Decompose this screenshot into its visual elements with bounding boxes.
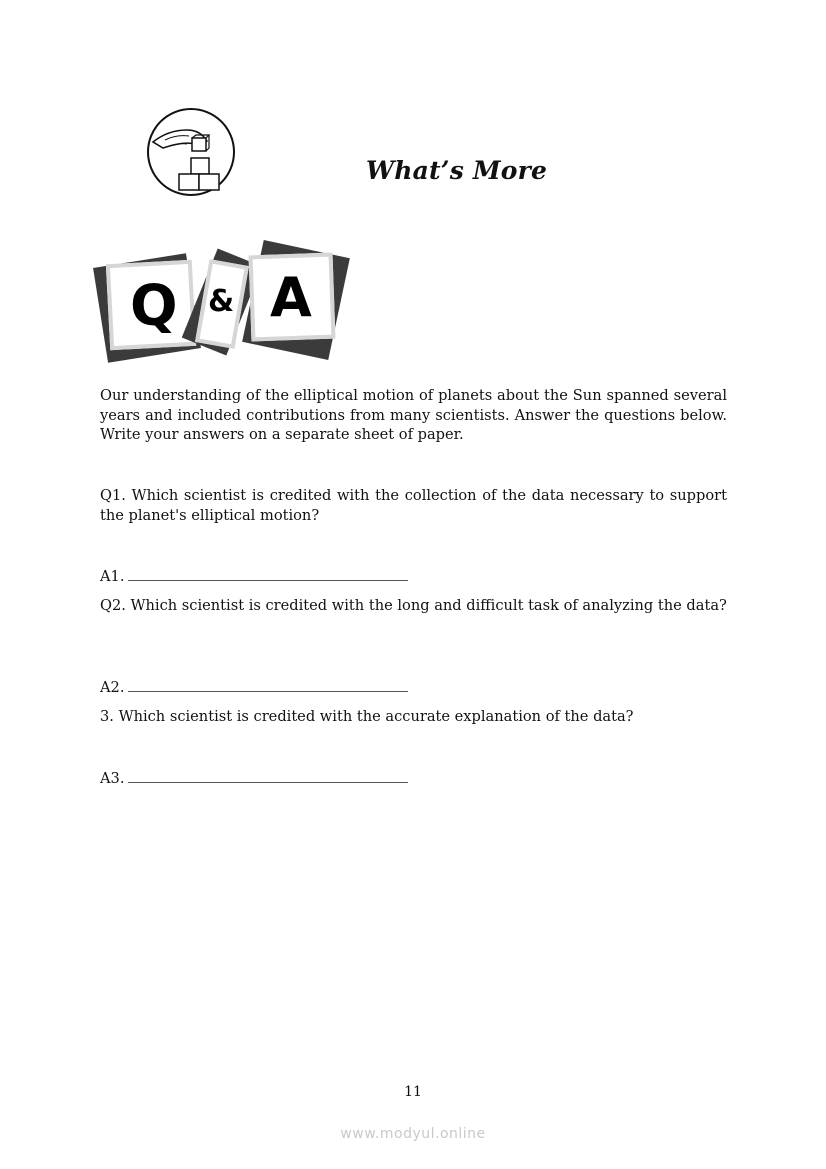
- answer-2-label: A2.: [100, 679, 125, 696]
- answer-1-blank: [128, 566, 408, 581]
- hand-blocks-icon: [145, 108, 237, 196]
- question-3: 3. Which scientist is credited with the accurate explanation of the data?: [100, 708, 634, 725]
- section-title: What’s More: [366, 156, 548, 185]
- qa-graphic: [98, 240, 348, 365]
- page-number: 11: [404, 1084, 422, 1100]
- q-letter: Q: [130, 274, 178, 339]
- answer-3-line: [100, 768, 408, 788]
- a-letter: A: [270, 266, 312, 329]
- question-2: Q2. Which scientist is credited with the long and difficult task of analyzing the data?: [100, 597, 727, 614]
- answer-2-line: [100, 677, 408, 697]
- answer-3-blank: [128, 768, 408, 783]
- answer-1-line: [100, 566, 408, 586]
- watermark: www.modyul.online: [340, 1126, 486, 1142]
- answer-2-blank: [128, 677, 408, 692]
- answer-3-label: A3.: [100, 770, 125, 787]
- ampersand: &: [208, 284, 235, 319]
- question-1: Q1. Which scientist is credited with the collection of the data necessary to support the planet's elliptical motion?: [100, 487, 727, 524]
- intro-paragraph: Our understanding of the elliptical motion of planets about the Sun spanned several years and included contributions from many scientists. Answer the questions below. Write your answers on a separate sheet of paper.: [100, 387, 727, 444]
- answer-1-label: A1.: [100, 568, 125, 585]
